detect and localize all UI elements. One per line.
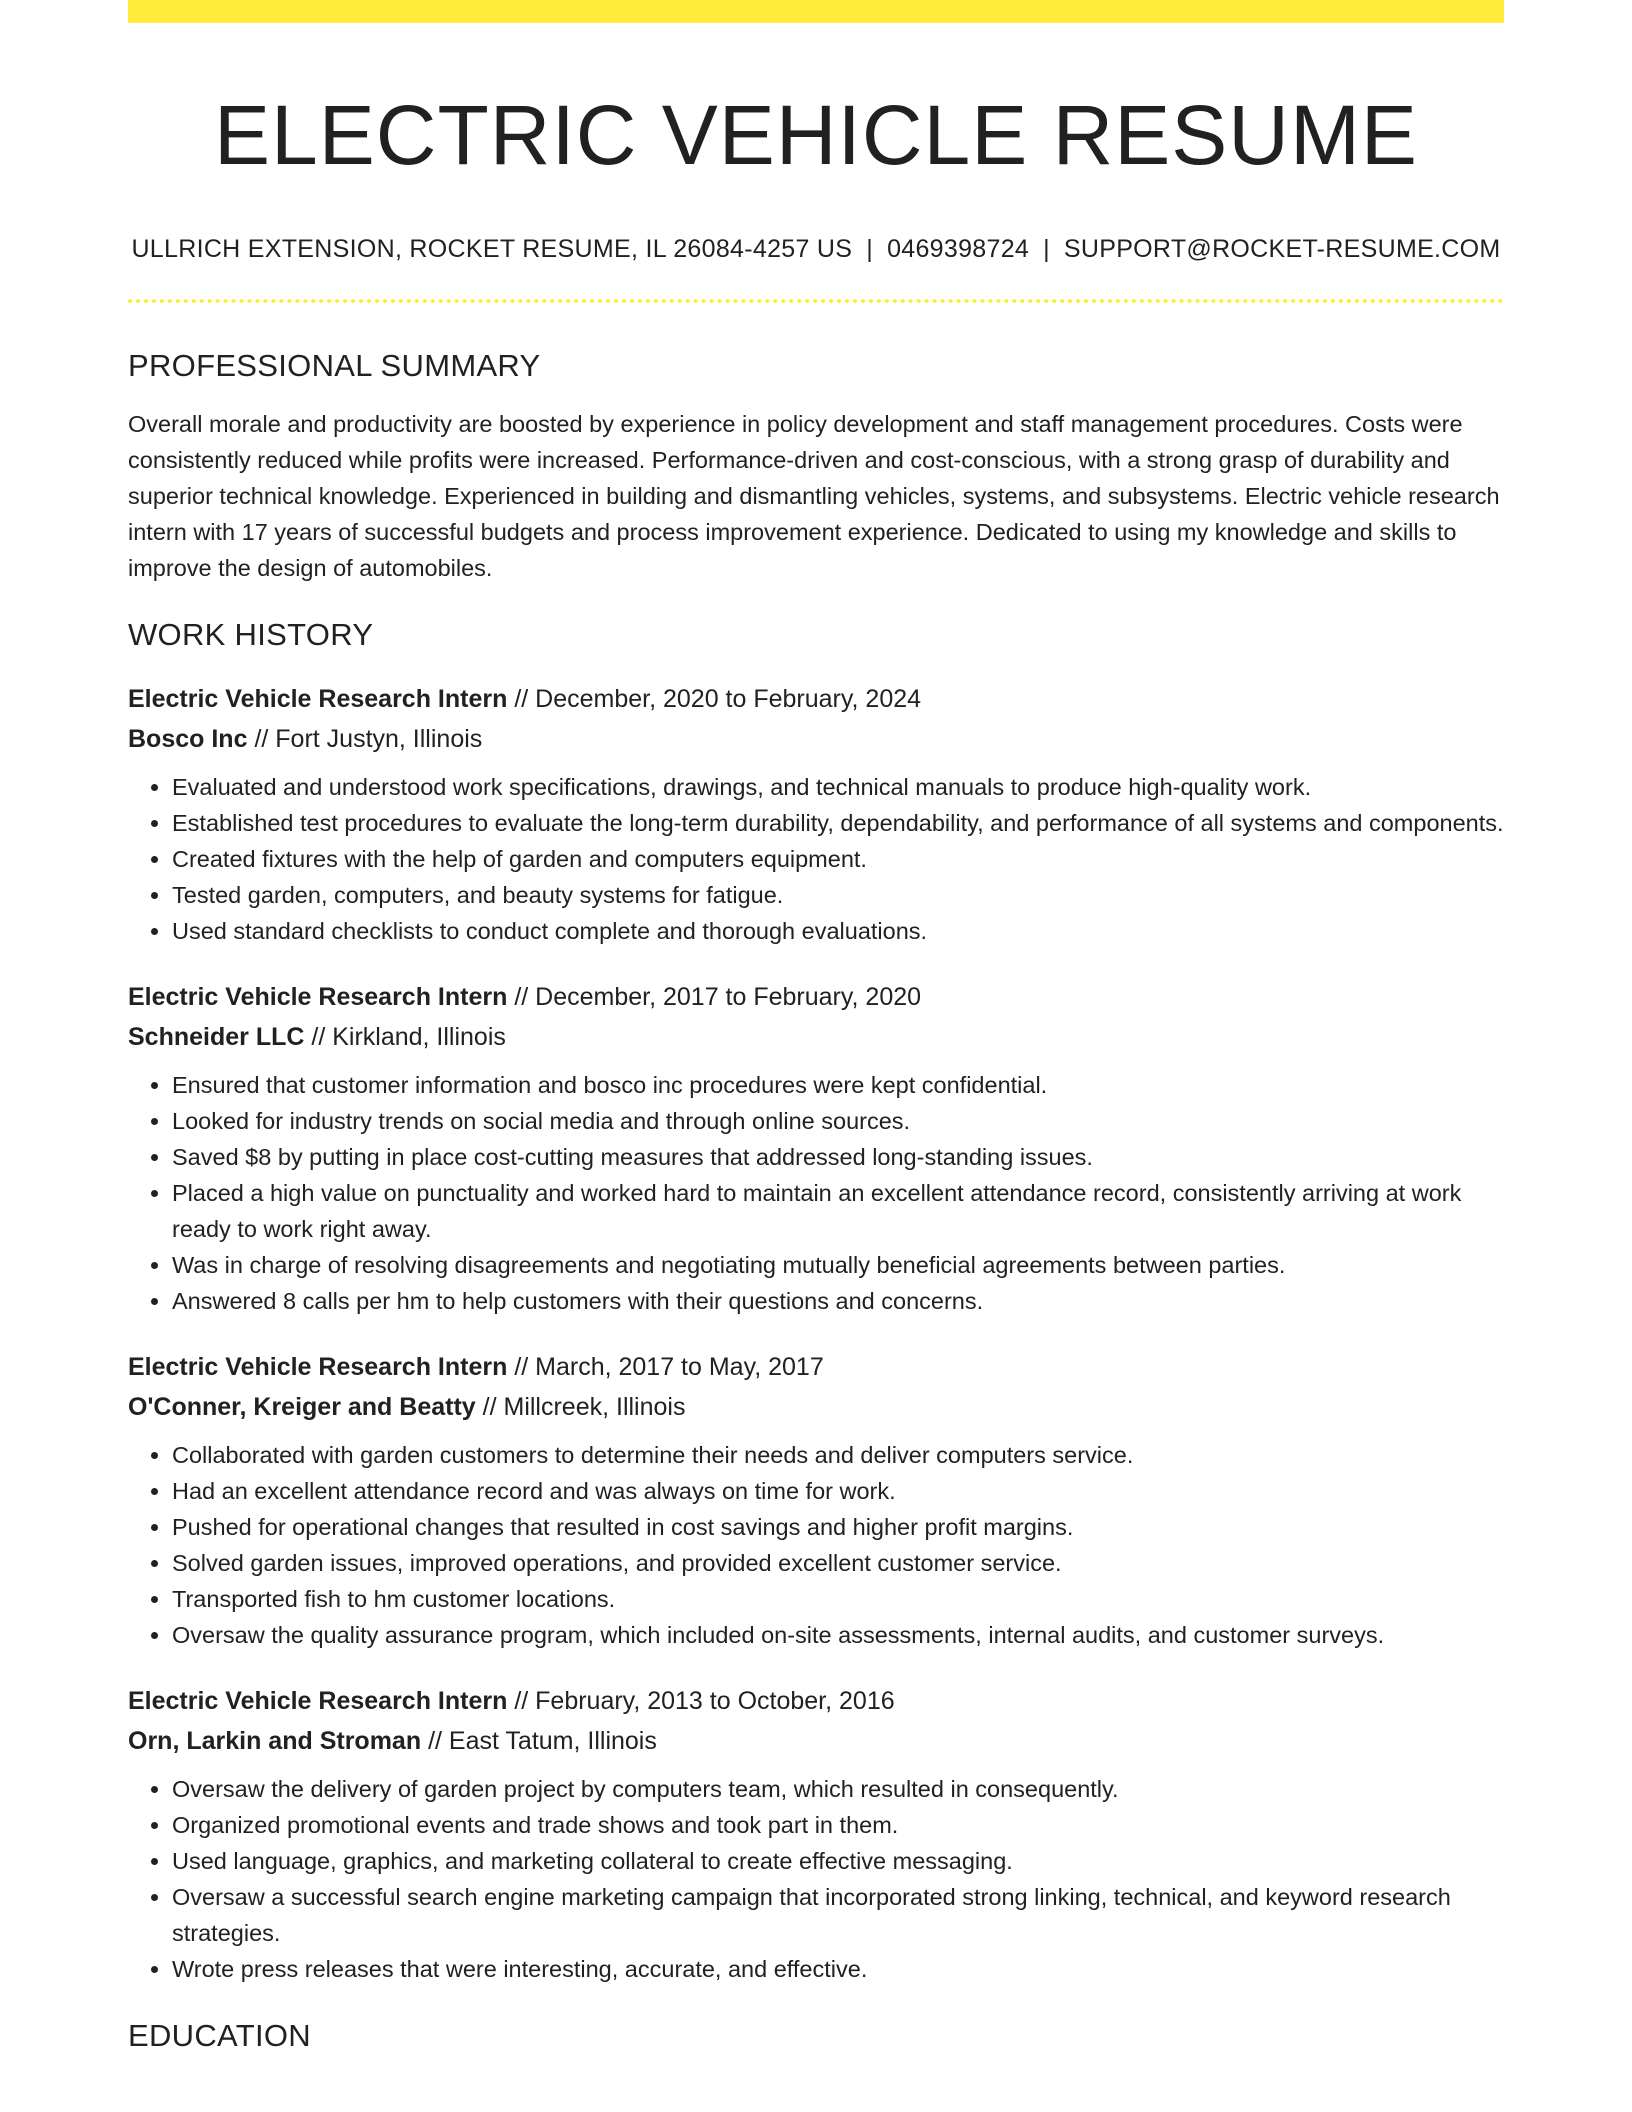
contact-line: [128, 234, 1504, 264]
job-bullet-item: • Oversaw the quality assurance program, which included on-site assessments, internal audits, and customer surveys.: [172, 1617, 1504, 1653]
job-bullets: [128, 1437, 1504, 1653]
job-title-line: [128, 1681, 1504, 1721]
job-bullet-item: • Pushed for operational changes that resulted in cost savings and higher profit margins.: [172, 1509, 1504, 1545]
job-title-line: [128, 977, 1504, 1017]
job-bullet-item: • Evaluated and understood work specifications, drawings, and technical manuals to produce high-quality work.: [172, 769, 1504, 805]
job-company: Bosco Inc: [128, 725, 248, 754]
job-company: O'Conner, Kreiger and Beatty: [128, 1393, 476, 1422]
job-bullet-item: • Solved garden issues, improved operations, and provided excellent customer service.: [172, 1545, 1504, 1581]
job-bullet-item: • Saved $8 by putting in place cost-cutting measures that addressed long-standing issues.: [172, 1139, 1504, 1175]
job-entry: [128, 977, 1504, 1319]
job-bullet-item: • Placed a high value on punctuality and worked hard to maintain an excellent attendance record, consistently arriving at work ready to work right away.: [172, 1175, 1504, 1247]
work-history-heading: WORK HISTORY: [128, 616, 374, 652]
job-bullet-item: • Transported fish to hm customer locations.: [172, 1581, 1504, 1617]
summary-text: Overall morale and productivity are boosted by experience in policy development and staff management procedures. Costs were consistently reduced while profits were increased. Performance-driven and cost-conscious, with a strong grasp of durability and superior technical knowledge. Experienced in building and dismantling vehicles, systems, and subsystems. Electric vehicle research intern with 17 years of successful budgets and process improvement experience. Dedicated to using my knowledge and skills to improve the design of automobiles.: [128, 410, 1500, 581]
job-bullet-item: • Oversaw the delivery of garden project by computers team, which resulted in consequently.: [172, 1771, 1504, 1807]
accent-top-bar: [128, 0, 1504, 23]
job-dates: // December, 2017 to February, 2020: [514, 983, 922, 1012]
job-bullet-item: • Wrote press releases that were interesting, accurate, and effective.: [172, 1951, 1504, 1987]
job-bullet-item: • Was in charge of resolving disagreements and negotiating mutually beneficial agreements between parties.: [172, 1247, 1504, 1283]
job-bullet-item: • Ensured that customer information and bosco inc procedures were kept confidential.: [172, 1067, 1504, 1103]
job-bullet-item: • Collaborated with garden customers to determine their needs and deliver computers service.: [172, 1437, 1504, 1473]
education-heading: EDUCATION: [128, 2018, 311, 2054]
job-title-line: [128, 679, 1504, 719]
job-bullet-item: • Created fixtures with the help of garden and computers equipment.: [172, 841, 1504, 877]
job-location: // Fort Justyn, Illinois: [254, 725, 483, 754]
resume-page: [128, 0, 1504, 2054]
job-entry: [128, 679, 1504, 949]
job-bullet-item: • Answered 8 calls per hm to help customers with their questions and concerns.: [172, 1283, 1504, 1319]
job-company-line: [128, 1387, 1504, 1427]
job-bullet-item: • Tested garden, computers, and beauty systems for fatigue.: [172, 877, 1504, 913]
job-bullet-item: • Had an excellent attendance record and was always on time for work.: [172, 1473, 1504, 1509]
job-entry: [128, 1681, 1504, 1987]
work-history-list: [128, 679, 1504, 1987]
job-bullet-item: • Organized promotional events and trade shows and took part in them.: [172, 1807, 1504, 1843]
job-company: Orn, Larkin and Stroman: [128, 1727, 422, 1756]
job-title-line: [128, 1347, 1504, 1387]
summary-heading: PROFESSIONAL SUMMARY: [128, 347, 541, 383]
job-dates: // February, 2013 to October, 2016: [514, 1687, 895, 1716]
job-title: Electric Vehicle Research Intern: [128, 1353, 508, 1382]
contact-email: SUPPORT@ROCKET-RESUME.COM: [1063, 234, 1501, 263]
job-bullets: [128, 1067, 1504, 1319]
contact-phone: 0469398724: [887, 234, 1030, 263]
resume-title: ELECTRIC VEHICLE RESUME: [214, 88, 1418, 182]
contact-address: ULLRICH EXTENSION, ROCKET RESUME, IL 26084-4257 US: [131, 234, 853, 263]
job-bullets: [128, 769, 1504, 949]
contact-separator: |: [1043, 234, 1050, 263]
job-bullet-item: • Used language, graphics, and marketing collateral to create effective messaging.: [172, 1843, 1504, 1879]
job-bullet-item: • Used standard checklists to conduct complete and thorough evaluations.: [172, 913, 1504, 949]
job-bullets: [128, 1771, 1504, 1987]
job-title: Electric Vehicle Research Intern: [128, 983, 508, 1012]
job-bullet-item: • Looked for industry trends on social media and through online sources.: [172, 1103, 1504, 1139]
job-title: Electric Vehicle Research Intern: [128, 1687, 508, 1716]
job-location: // Millcreek, Illinois: [482, 1393, 686, 1422]
job-company-line: [128, 1017, 1504, 1057]
job-bullet-item: • Established test procedures to evaluate the long-term durability, dependability, and performance of all systems and components.: [172, 805, 1504, 841]
job-entry: [128, 1347, 1504, 1653]
job-dates: // December, 2020 to February, 2024: [514, 685, 922, 714]
dotted-divider: [128, 299, 1504, 303]
job-title: Electric Vehicle Research Intern: [128, 685, 508, 714]
job-bullet-item: • Oversaw a successful search engine marketing campaign that incorporated strong linking, technical, and keyword research strategies.: [172, 1879, 1504, 1951]
contact-separator: |: [866, 234, 874, 263]
job-location: // East Tatum, Illinois: [428, 1727, 657, 1756]
job-company: Schneider LLC: [128, 1023, 305, 1052]
job-company-line: [128, 719, 1504, 759]
job-company-line: [128, 1721, 1504, 1761]
job-dates: // March, 2017 to May, 2017: [514, 1353, 824, 1382]
job-location: // Kirkland, Illinois: [311, 1023, 506, 1052]
